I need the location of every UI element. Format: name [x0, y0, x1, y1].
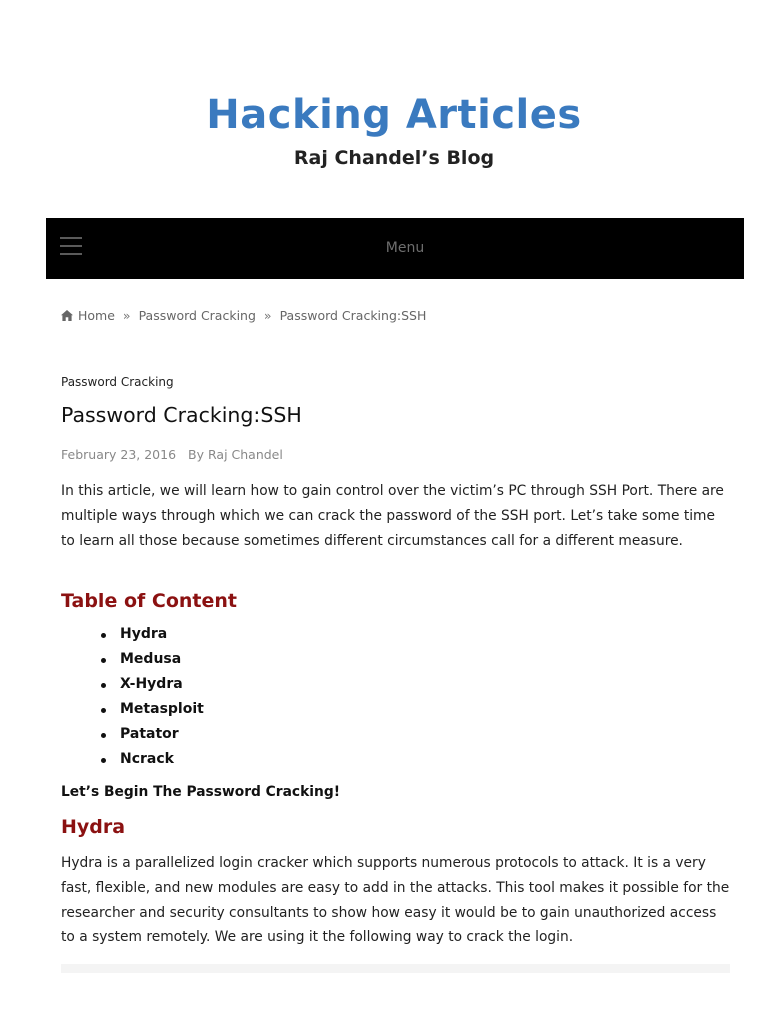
breadcrumb-current: Password Cracking:SSH	[279, 308, 427, 323]
menu-toggle-label[interactable]: Menu	[385, 240, 425, 256]
toc-item-x-hydra[interactable]: X-Hydra	[61, 672, 204, 697]
site-title-link[interactable]: Hacking Articles	[206, 92, 582, 138]
breadcrumb-separator: »	[263, 308, 272, 323]
toc-item-medusa[interactable]: Medusa	[61, 647, 204, 672]
home-icon	[61, 310, 73, 321]
hydra-heading: Hydra	[61, 816, 126, 838]
breadcrumb	[61, 306, 426, 326]
hamburger-menu-icon[interactable]	[60, 237, 82, 255]
breadcrumb-separator: »	[122, 308, 131, 323]
site-description: Raj Chandel’s Blog	[293, 147, 495, 169]
toc-item-patator[interactable]: Patator	[61, 722, 204, 747]
post-author-link[interactable]: Raj Chandel	[208, 447, 283, 462]
post-meta	[61, 445, 283, 465]
post-category-link[interactable]: Password Cracking	[61, 375, 174, 389]
post-date-link[interactable]: February 23, 2016	[61, 447, 177, 462]
toc-heading: Table of Content	[61, 590, 237, 612]
toc-item-metasploit[interactable]: Metasploit	[61, 697, 204, 722]
toc-item-hydra[interactable]: Hydra	[61, 622, 204, 647]
hydra-paragraph: Hydra is a parallelized login cracker which supports numerous protocols to attack. It is a very fast, flexible, and new modules are easy to add in the attacks. This tool makes it possible for the researcher and security consultants to show how easy it would be to gain unauthorized access to a system remotely. We are using it the following way to crack the login.	[61, 855, 730, 946]
toc-item-ncrack[interactable]: Ncrack	[61, 747, 204, 772]
post-title: Password Cracking:SSH	[61, 403, 302, 427]
code-block	[61, 964, 730, 973]
main-navbar	[46, 218, 744, 279]
toc-list	[61, 622, 204, 772]
intro-paragraph: In this article, we will learn how to gain control over the victim’s PC through SSH Port. There are multiple ways through which we can crack the password of the SSH port. Let’s take some time to learn all those because sometimes different circumstances call for a different measure.	[61, 483, 724, 549]
begin-text: Let’s Begin The Password Cracking!	[61, 784, 340, 800]
author-prefix: By	[188, 447, 205, 462]
breadcrumb-category-link[interactable]: Password Cracking	[138, 308, 256, 323]
breadcrumb-home-link[interactable]: Home	[78, 308, 115, 323]
